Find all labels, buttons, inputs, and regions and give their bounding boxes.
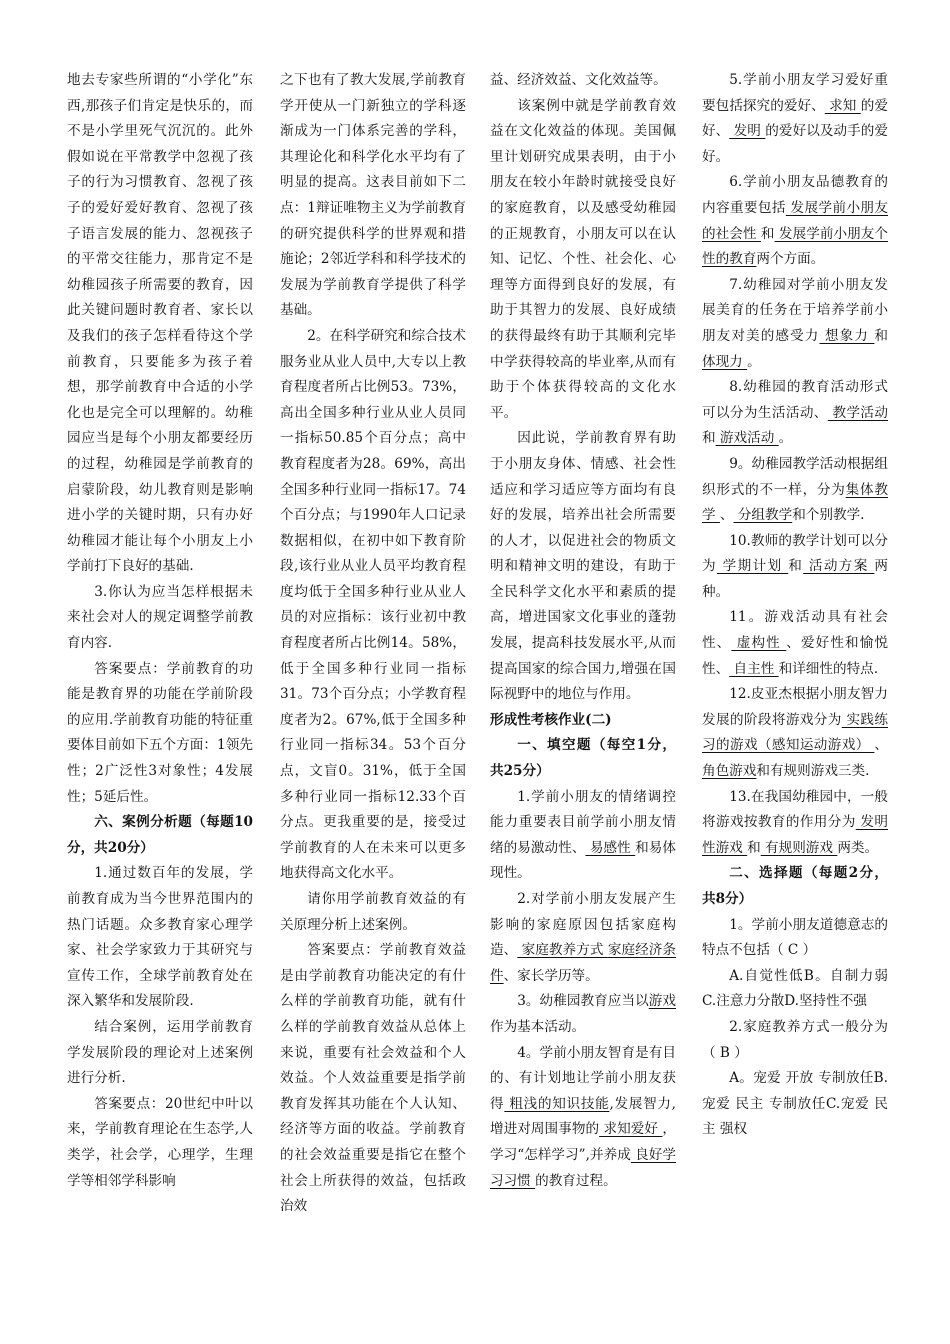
answer-blank: 发明性游戏 bbox=[702, 814, 889, 856]
text-run: ,发展智力,增进对周围事物的 bbox=[490, 1095, 677, 1138]
text-run: 两种。 bbox=[702, 558, 888, 600]
paragraph bbox=[702, 68, 888, 170]
paragraph: 该案例中就是学前教育效益在文化效益的体现。美国佩里计划研究成果表明，由于小朋友在较小年龄时就接受良好的家庭教育，以及感受幼稚园的正规教育，小朋友可以在认知、记忆、个性、社会化、心理等方面得到良好的发展，有助于其智力的发展、良好成绩的获得最终有助于其顺利完毕中学获得较高的毕业率,从而有助于个体获得较高的文化水平。 bbox=[490, 97, 676, 421]
answer-blank: 体现力 bbox=[702, 353, 748, 370]
text-run: 的爱好以及动手的爱好。 bbox=[702, 123, 888, 165]
paragraph bbox=[702, 375, 888, 452]
answer-blank: 集体教学 bbox=[702, 481, 888, 524]
answer-blank: 求知爱好 bbox=[599, 1121, 663, 1138]
paragraph bbox=[702, 452, 888, 529]
answer-blank: 发展学前小朋友的社会性 bbox=[702, 199, 889, 242]
text-run: 、家长学历等。 bbox=[503, 967, 599, 984]
text-run: 、爱好性和愉悦性、 bbox=[702, 635, 888, 677]
answer-blank: 学期计划 bbox=[716, 558, 789, 575]
text-run: 和个别教学. bbox=[792, 507, 865, 524]
paragraph: 地去专家些所谓的“小学化”东西,那孩子们肯定是快乐的，而不是小学里死气沉沉的。此外假如说在平常教学中忽视了孩子的行为习惯教育、忽视了孩子的爱好爱好教育、忽视了孩子语言发展的能力、忽视孩子的平常交往能力，那肯定不是幼稚园孩子所需要的教育，因此关键问题时教育者、家长以及我们的孩子怎样看待这个学前教育，只要能多为孩子着想，那学前教育中合适的小学化也是完全可以理解的。幼稚园应当是每个小朋友都要经历的过程，幼稚园是学前教育的启蒙阶段，幼儿教育则是影响进小学的关键时期，只有办好幼稚园才能让每个小朋友上小学前打下良好的基础. bbox=[67, 72, 253, 575]
paragraph: 结合案例，运用学前教育学发展阶段的理论对上述案例进行分析. bbox=[67, 1018, 253, 1087]
text-run: 的爱好、 bbox=[702, 97, 888, 140]
paragraph: 1。学前小朋友道德意志的特点不包括（ C ） bbox=[702, 916, 888, 959]
text-run: 。 bbox=[778, 430, 793, 447]
answer-blank: 游戏 bbox=[648, 993, 676, 1010]
answer-blank: 发展学前小朋友个性的教育 bbox=[702, 225, 888, 268]
paragraph: 2。在科学研究和综合技术服务业从业人员中,大专以上教育程度者所占比例53。73%，高出全国多种行业从业人员同一指标50.85个百分点；高中教育程度者为28。69%，高出全国多种行业同一指标17。74个百分点；与1990年人口记录数据相似，在初中如下教育阶段,该行业从业人员平均教育程度均低于全国多种行业从业人员的对应指标：该行业初中教育程度者所占比例14。58%，低于全国多种行业同一指标31。73个百分点；小学教育程度者为2。67%,低于全国多种行业同一指标34。53个百分点，文盲0。31%，低于全国多种行业同一指标12.33个百分点。更我重要的是，接受过学前教育的人在未来可以更多地获得高文化水平。 bbox=[280, 327, 466, 882]
answer-blank: 有规则游戏 bbox=[760, 839, 838, 856]
text-run: 13.在我国幼稚园中，一般将游戏按教育的作用分为 bbox=[702, 788, 888, 831]
answer-blank: 求知 bbox=[824, 97, 861, 114]
answer-blank: 粗浅的知识技能 bbox=[504, 1095, 610, 1112]
paragraph: 答案要点：学前教育效益是由学前教育功能决定的有什么样的学前教育功能，就有什么样的学前教育效益从总体上来说，重要有社会效益和个人效益。个人效益重要是指学前教育发挥其功能在个人认知、经济等方面的收益。学前教育的社会效益重要是指它在整个社会上所获得的效益，包括政治效 bbox=[280, 942, 466, 1215]
text-run: 、 bbox=[874, 737, 888, 754]
paragraph bbox=[490, 785, 676, 887]
text-column-2 bbox=[280, 68, 466, 1220]
text-run: 和 bbox=[874, 327, 888, 344]
answer-blank: 游戏活动 bbox=[715, 430, 779, 447]
paragraph: A。宠爱 开放 专制放任B.宠爱 民主 专制放任C.宠爱 民主 强权 bbox=[702, 1070, 888, 1138]
section-heading: 一、填空题（每空1分，共25分） bbox=[490, 737, 676, 780]
text-run: 11。游戏活动具有社会性、 bbox=[702, 609, 888, 652]
text-run: 和 bbox=[760, 225, 775, 242]
paragraph bbox=[702, 682, 888, 784]
paragraph bbox=[702, 170, 888, 272]
text-run: 和有规则游戏三类. bbox=[756, 763, 870, 780]
text-run: 8.幼稚园的教育活动形式可以分为生活活动、 bbox=[702, 379, 888, 421]
text-run: 和 bbox=[747, 839, 761, 856]
paragraph: 益、经济效益、文化效益等。 bbox=[490, 72, 667, 88]
answer-blank: 活动方案 bbox=[803, 558, 875, 575]
answer-blank: 易感性 bbox=[585, 839, 636, 856]
text-run: 3。幼稚园教育应当以 bbox=[517, 993, 649, 1010]
paragraph: 因此说，学前教育界有助于小朋友身体、情感、社会性适应和学习适应等方面均有良好的发展，培养出社会所需要的人才，以促进社会的物质文明和精神文明的建设，有助于全民科学文化水平和素质的提高，增进国家文化事业的蓬勃发展，提高科技发展水平,从而提高国家的综合国力,增强在国际视野中的地位与作用。 bbox=[490, 430, 676, 703]
answer-blank: 虚构性 bbox=[731, 635, 787, 652]
section-heading: 二、选择题（每题2分，共8分） bbox=[702, 865, 888, 907]
answer-blank: 教学活动 bbox=[827, 404, 889, 421]
answer-blank: 角色游戏 bbox=[702, 763, 757, 780]
text-run: 两个方面。 bbox=[756, 251, 825, 268]
answer-blank: 自主性 bbox=[729, 660, 779, 677]
text-run: 5.学前小朋友学习爱好重要包括探究的爱好、 bbox=[702, 72, 888, 114]
text-run: 、 bbox=[719, 507, 734, 524]
paragraph bbox=[702, 605, 888, 682]
answer-blank: 家庭经济条件 bbox=[490, 942, 676, 984]
paragraph: 2.家庭教养方式一般分为（ B ） bbox=[702, 1018, 888, 1061]
text-run: 12.皮亚杰根据小朋友智力发展的阶段将游戏分为 bbox=[702, 686, 888, 728]
paragraph bbox=[702, 273, 888, 375]
assignment-title: 形成性考核作业(二) bbox=[490, 711, 612, 728]
paragraph bbox=[702, 785, 888, 862]
text-run: 两类。 bbox=[837, 839, 879, 856]
paragraph: 之下也有了教大发展,学前教育学开使从一门新独立的学科逐渐成为一门体系完善的学科，其理论化和科学化水平均有了明显的提高。这表目前如下二点：1辩证唯物主义为学前教育的研究提供科学的世界观和措施论；2邻近学科和科学技术的发展为学前教育学提供了科学基础。 bbox=[280, 72, 466, 319]
answer-blank: 想象力 bbox=[819, 327, 875, 344]
text-run: 作为基本活动。 bbox=[490, 1018, 586, 1035]
paragraph: 答案要点：20世纪中叶以来，学前教育理论在生态学,人类学，社会学，心理学，生理学等相邻学科影响 bbox=[67, 1095, 253, 1189]
text-run: 和 bbox=[702, 430, 716, 447]
text-run: 9。幼稚园教学活动根据组织形式的不一样，分为 bbox=[702, 455, 888, 498]
text-run: 和易体现性。 bbox=[490, 839, 676, 882]
paragraph bbox=[490, 989, 676, 1040]
answer-blank: 实践练习的游戏（感知运动游戏） bbox=[702, 711, 888, 754]
text-run: 4。学前小朋友智育是有目的、有计划地让学前小朋友获得 bbox=[490, 1044, 676, 1112]
text-run: 6.学前小朋友品德教育的内容重要包括 bbox=[702, 174, 888, 216]
text-column-3 bbox=[490, 68, 676, 1194]
text-run: 10.教师的教学计划可以分为 bbox=[702, 532, 888, 575]
text-run: ，学习“怎样学习”,并养成 bbox=[490, 1121, 676, 1163]
text-run: 。 bbox=[747, 353, 761, 370]
paragraph: 请你用学前教育效益的有关原理分析上述案例。 bbox=[280, 891, 466, 933]
answer-blank: 家庭教养方式 bbox=[517, 942, 608, 959]
paragraph bbox=[702, 529, 888, 606]
paragraph bbox=[490, 1041, 676, 1195]
text-run: 和详细性的特点. bbox=[778, 660, 879, 677]
text-column-1 bbox=[67, 68, 253, 1194]
paragraph bbox=[490, 887, 676, 989]
paragraph: 3.你认为应当怎样根据未来社会对人的规定调整学前教育内容. bbox=[67, 583, 253, 652]
paragraph: 1.通过数百年的发展，学前教育成为当今世界范围内的热门话题。众多教育家心理学家、社会学家致力于其研究与宣传工作，全球学前教育处在深入繁华和发展阶段. bbox=[67, 865, 253, 1010]
text-column-4 bbox=[702, 68, 888, 1143]
answer-blank: 良好学习习惯 bbox=[490, 1146, 676, 1189]
text-run: 7.幼稚园对学前小朋友发展美育的任务在于培养学前小朋友对美的感受力 bbox=[702, 276, 888, 344]
answer-blank: 分组教学 bbox=[733, 507, 793, 524]
text-run: 1.学前小朋友的情绪调控能力重要表目前学前小朋友情绪的易激动性、 bbox=[490, 788, 676, 856]
paragraph: A.自觉性低B。自制力弱C.注意力分散D.坚持性不强 bbox=[702, 967, 888, 1010]
answer-blank: 发明 bbox=[729, 123, 766, 140]
text-run: 的教育过程。 bbox=[535, 1172, 617, 1189]
text-run: 2.对学前小朋友发展产生影响的家庭原因包括家庭构造、 bbox=[490, 891, 676, 959]
section-heading: 六、案例分析题（每题10分，共20分） bbox=[67, 814, 253, 856]
paragraph: 答案要点：学前教育的功能是教育界的功能在学前阶段的应用.学前教育功能的特征重要体目前如下五个方面：1领先性；2广泛性3对象性；4发展性；5延后性。 bbox=[67, 660, 253, 805]
text-run: 和 bbox=[788, 558, 804, 575]
